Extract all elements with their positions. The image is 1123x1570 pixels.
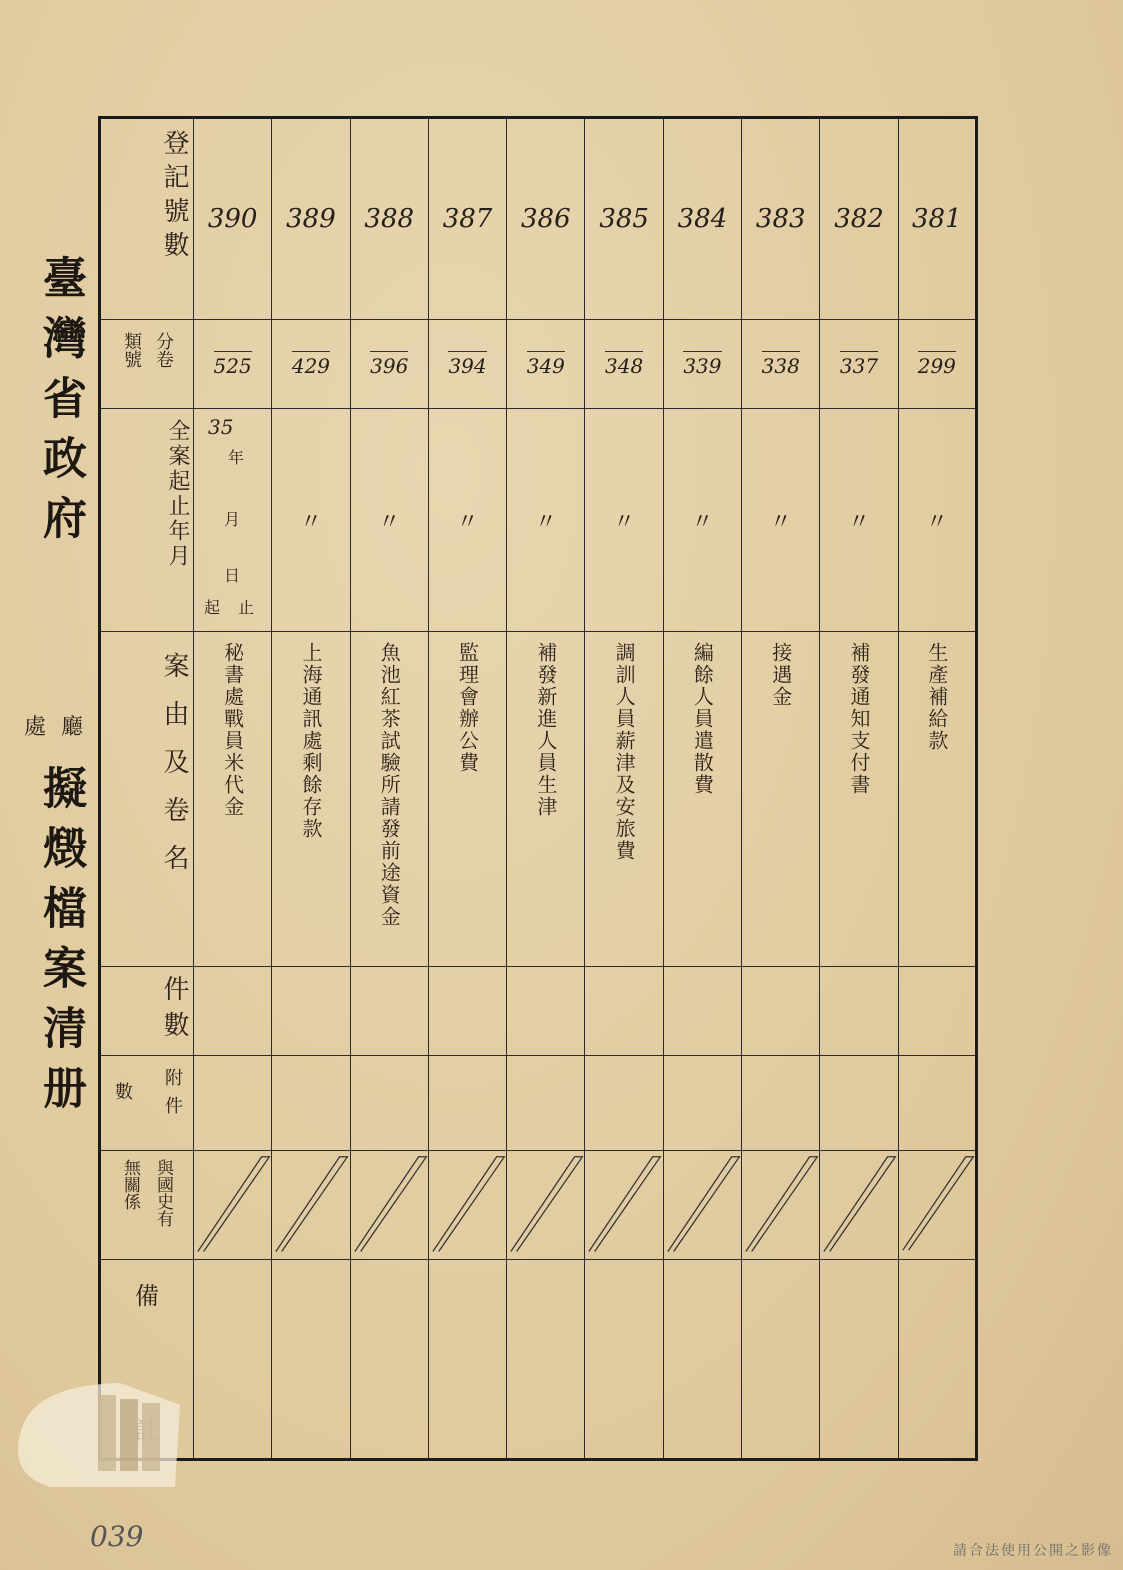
usage-notice: 請合法使用公開之影像 (953, 1543, 1113, 1559)
case-title: 秘書處戰員米代金 (220, 642, 245, 818)
register-table (98, 116, 978, 1461)
strike-mark (820, 1151, 897, 1255)
reg-cell (585, 118, 663, 320)
ditto-mark: 〃 (299, 509, 322, 535)
strike-mark (351, 1151, 428, 1255)
reg-number: 381 (912, 204, 962, 234)
row-remarks (100, 1260, 977, 1460)
ditto-mark: 〃 (691, 509, 714, 535)
header-case: 案由及卷名 (100, 632, 194, 967)
volume-number: 339 (683, 351, 721, 378)
strike-mark (899, 1151, 975, 1254)
volume-number: 429 (292, 351, 330, 378)
archive-logo-watermark (10, 1375, 185, 1495)
reg-number: 384 (677, 204, 728, 234)
strike-mark (585, 1151, 662, 1255)
ditto-mark: 〃 (769, 509, 792, 535)
reg-cell (194, 118, 272, 320)
header-history: 無關係 與國史有 (100, 1151, 194, 1260)
volume-number: 525 (214, 351, 252, 378)
reg-cell (820, 118, 898, 320)
header-attachment: 數 附件 (100, 1056, 194, 1151)
row-volume (100, 320, 977, 409)
volume-number: 337 (840, 351, 878, 378)
case-title: 編餘人員遣散費 (690, 642, 715, 796)
volume-number: 299 (918, 351, 956, 378)
reg-number: 383 (755, 204, 806, 234)
case-title: 監理會辦公費 (455, 642, 480, 774)
case-title: 生產補給款 (924, 642, 949, 752)
strike-mark (742, 1151, 819, 1255)
reg-cell (272, 118, 350, 320)
reg-cell (507, 118, 585, 320)
case-title: 補發新進人員生津 (533, 642, 558, 818)
ditto-mark: 〃 (613, 509, 636, 535)
reg-number: 386 (521, 204, 571, 234)
header-volume: 類號 分卷 (100, 320, 194, 409)
reg-number: 387 (442, 204, 493, 234)
ditto-mark: 〃 (456, 509, 479, 535)
case-title: 上海通訊處剩餘存款 (298, 642, 323, 840)
reg-cell (898, 118, 976, 320)
volume-number: 349 (527, 351, 565, 378)
page-number-note: 039 (90, 1520, 144, 1553)
page-subtitle: 擬燬檔案清册 (35, 765, 86, 1125)
strike-mark (664, 1151, 741, 1255)
reg-cell (350, 118, 428, 320)
case-title: 魚池紅茶試驗所請發前途資金 (377, 642, 402, 928)
strike-mark (429, 1151, 506, 1255)
header-period: 全案起止年月 (100, 409, 194, 632)
page-title: 臺灣省政府 (35, 255, 86, 555)
reg-cell (428, 118, 506, 320)
header-count: 件數 (100, 967, 194, 1056)
period-cell: 35 年 月 日 起 止 (194, 409, 272, 632)
header-remarks: 備 (100, 1260, 194, 1460)
row-count (100, 967, 977, 1056)
volume-number: 396 (370, 351, 408, 378)
case-title: 補發通知支付書 (847, 642, 872, 796)
row-period (100, 409, 977, 632)
case-title: 接遇金 (768, 642, 793, 708)
strike-mark (507, 1151, 584, 1255)
strike-mark (272, 1151, 349, 1255)
reg-number: 385 (599, 204, 649, 234)
reg-number: 390 (207, 204, 258, 234)
ditto-mark: 〃 (534, 509, 557, 535)
row-attachment (100, 1056, 977, 1151)
reg-number: 389 (286, 204, 336, 234)
ditto-mark: 〃 (925, 509, 948, 535)
row-case (100, 632, 977, 967)
header-reg-no: 登記號數 (100, 118, 194, 320)
sub-label: 處 廳 (24, 715, 87, 740)
case-title: 調訓人員薪津及安旅費 (612, 642, 637, 862)
ditto-mark: 〃 (848, 509, 871, 535)
reg-number: 388 (364, 204, 415, 234)
volume-number: 348 (605, 351, 643, 378)
strike-mark (194, 1151, 271, 1255)
volume-number: 394 (448, 351, 486, 378)
reg-cell (663, 118, 741, 320)
reg-number: 382 (834, 204, 884, 234)
ditto-mark: 〃 (378, 509, 401, 535)
row-history (100, 1151, 977, 1260)
volume-number: 338 (762, 351, 800, 378)
row-reg-no (100, 118, 977, 320)
reg-cell (742, 118, 820, 320)
